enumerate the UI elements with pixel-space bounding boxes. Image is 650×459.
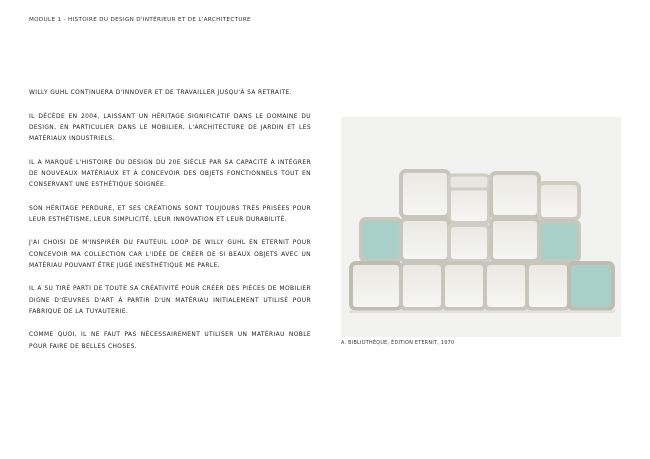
shelf-bottom-row [351,263,613,309]
paragraph-death-legacy: IL DÉCÈDE EN 2004, LAISSANT UN HÉRITAGE SIGNIFICATIF DANS LE DOMAINE DU DESIGN, EN PARTICULIER DANS LE MOBILIER, L'ARCHITECTURE DE JARDIN ET LES MATÉRIAUX INDUSTRIELS. [29,113,311,142]
bookshelf-photo [341,117,621,337]
body-text [29,88,311,365]
bookshelf-illustration [341,117,621,337]
shelf-middle-row [361,219,579,261]
shelf-top-row [401,171,579,223]
paragraph-inspiration: J'AI CHOISI DE M'INSPIRER DU FAUTEUIL LOOP DE WILLY GUHL EN ETERNIT POUR CONCEVOIR MA COLLECTION CAR L'IDÉE DE CRÉER DE SI BEAUX OBJETS AVEC UN MATÉRIAU POUVANT ÊTRE JUGÉ INESTHÉTIQUE ME PARLE. [29,240,311,269]
photo-caption: A. BIBLIOTHÈQUE, ÉDITION ETERNIT, 1970 [341,341,455,346]
module-header: MODULE 1 - HISTOIRE DU DESIGN D'INTÉRIEUR ET DE L'ARCHITECTURE [29,17,251,23]
paragraph-history: IL A MARQUÉ L'HISTOIRE DU DESIGN DU 20E SIÈCLE PAR SA CAPACITÉ À INTÉGRER DE NOUVEAUX MATÉRIAUX ET À CONCEVOIR DES OBJETS FONCTIONNELS TOUT EN CONSERVANT UNE ESTHÉTIQUE SOIGNÉE. [29,159,311,188]
paragraph-conclusion: COMME QUOI, IL NE FAUT PAS NÉCESSAIREMENT UTILISER UN MATÉRIAU NOBLE POUR FAIRE DE BELLES CHOSES. [29,332,311,350]
paragraph-creativity: IL A SU TIRÉ PARTI DE TOUTE SA CRÉATIVITÉ POUR CRÉER DES PIÈCES DE MOBILIER DIGNE D'ŒUVRES D'ART À PARTIR D'UN MATÉRIAU INITIALEMENT UTILISÉ POUR FABRIQUE DE LA TUYAUTERIE. [29,286,311,315]
paragraph-heritage: SON HÉRITAGE PERDURE, ET SES CRÉATIONS SONT TOUJOURS TRÈS PRISÉES POUR LEUR ESTHÉTISME, LEUR SIMPLICITÉ, LEUR INNOVATION ET LEUR DURABILITÉ. [29,205,311,223]
paragraph-retirement: WILLY GUHL CONTINUERA D'INNOVER ET DE TRAVAILLER JUSQU'À SA RETRAITE. [29,90,292,96]
